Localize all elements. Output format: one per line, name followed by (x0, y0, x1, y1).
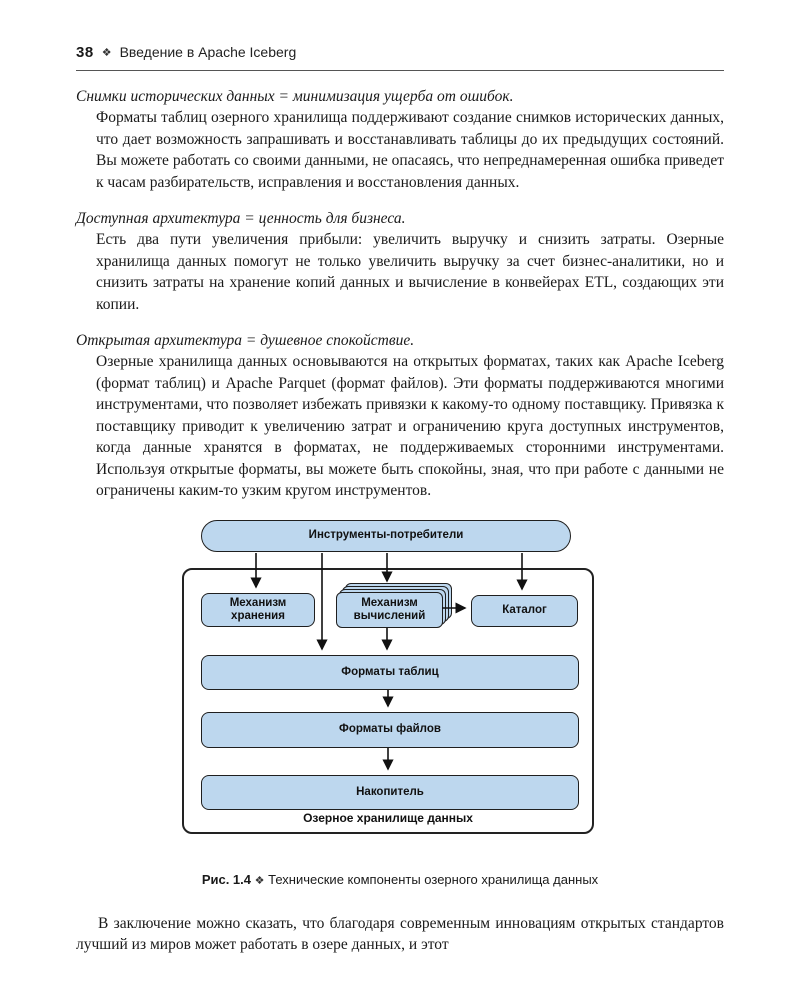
figure-caption-text: Технические компоненты озерного хранилища данных (268, 871, 599, 887)
figure-lakehouse-components (76, 518, 724, 862)
section-lead: Открытая архитектура = душевное спокойствие. (76, 332, 415, 349)
file-formats-box: Форматы файлов (201, 712, 579, 748)
closing-paragraph: В заключение можно сказать, что благодаря современным инновациям открытых стандартов лучший из миров может работать в озере данных, и этот (76, 914, 724, 953)
section-lead: Доступная архитектура = ценность для бизнеса. (76, 210, 406, 227)
compute-engine-stack (336, 592, 443, 628)
lakehouse-container (182, 568, 594, 834)
figure-caption-label: Рис. 1.4 (201, 871, 252, 887)
table-formats-box: Форматы таблиц (201, 655, 579, 690)
diamond-ornament-icon: ❖ (101, 47, 112, 59)
section-body: Озерные хранилища данных основываются на открытых форматах, таких как Apache Iceberg (формат таблиц) и Apache Parquet (формат файлов). Эти форматы поддерживаются многими инструментами, что позволяет избежать привязки к какому-то одному поставщику. Привязка к поставщику приводит к увеличению затрат и ограничению круга доступных инструментов, когда данные хранятся в форматах, не поддерживаемых сторонними инструментами. Используя открытые форматы, вы можете быть спокойны, зная, что при работе с данными не ограничены каким-то узким кругом инструментов. (96, 353, 724, 499)
section-body: Есть два пути увеличения прибыли: увеличить выручку и снизить затраты. Озерные хранилища данных помогут не только увеличить выручку за счет бизнес-аналитики, но и снизить затраты на хранение копий данных и вычисление в конвейерах ETL, создающих эти копии. (96, 231, 724, 313)
section-lead: Снимки исторических данных = минимизация ущерба от ошибок. (76, 88, 514, 105)
page-header (76, 44, 724, 71)
section-snapshots (76, 86, 724, 193)
catalog-box: Каталог (471, 595, 578, 627)
section-body: Форматы таблиц озерного хранилища поддерживают создание снимков исторических данных, что дает возможность запрашивать и восстанавливать таблицы до их предыдущих состояний. Вы можете работать со своими данными, не опасаясь, что непреднамеренная ошибка приведет к часам разбирательств, исправления и восстановления данных. (96, 109, 724, 191)
page-number: 38 (76, 44, 94, 61)
consumers-box: Инструменты-потребители (201, 520, 571, 552)
storage-engine-box: Механизм хранения (201, 593, 315, 627)
section-affordable-architecture (76, 208, 724, 315)
section-open-architecture (76, 330, 724, 502)
running-head-title: Введение в Apache Iceberg (119, 44, 297, 60)
lakehouse-label: Озерное хранилище данных (303, 810, 473, 825)
compute-engine-box: Механизм вычислений (336, 592, 443, 628)
storage-box: Накопитель (201, 775, 579, 810)
figure-caption (76, 872, 724, 887)
diamond-ornament-icon: ❖ (254, 874, 265, 887)
